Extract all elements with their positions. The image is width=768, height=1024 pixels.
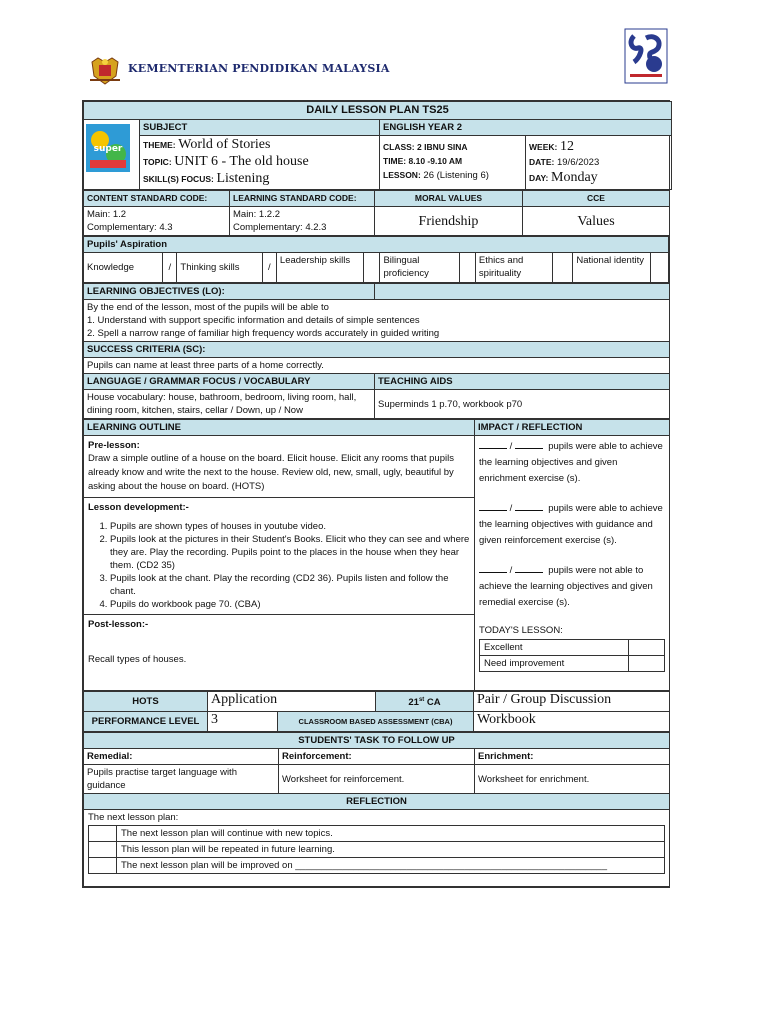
- objective-item: 2. Spell a narrow range of familiar high frequency words accurately in guided writing: [87, 328, 440, 339]
- aspiration-bilingual: Bilingual proficiency: [380, 253, 459, 283]
- reflection-checkbox[interactable]: [89, 842, 117, 858]
- impact-label: IMPACT / REFLECTION: [475, 420, 670, 436]
- hots-label: HOTS: [84, 692, 208, 712]
- lesson-plan-sheet: [82, 100, 670, 888]
- objectives-body: By the end of the lesson, most of the pupils will be able to 1. Understand with support specific information and details of simple sentences 2. Spell a narrow range of familiar high frequency words accurately in guided writing: [84, 300, 670, 342]
- content-standard: Main: 1.2 Complementary: 4.3: [84, 207, 230, 236]
- skill-value: Listening: [216, 171, 270, 186]
- reflection-checkbox[interactable]: [89, 826, 117, 842]
- ca-label: 21st CA: [376, 692, 474, 712]
- post-lesson: Post-lesson:- Recall types of houses.: [84, 615, 475, 691]
- teaching-aids: Superminds 1 p.70, workbook p70: [375, 390, 670, 419]
- reflection-option: The next lesson plan will be improved on ___________________________________________________________: [117, 858, 665, 874]
- aspiration-check: [459, 253, 475, 283]
- aspiration-label: Pupils' Aspiration: [84, 237, 669, 253]
- success-criteria: Pupils can name at least three parts of a home correctly.: [84, 358, 670, 374]
- time-value: 8.10 -9.10 AM: [408, 156, 463, 166]
- week-date-day: WEEK: 12 DATE: 19/6/2023 DAY: Monday: [526, 136, 672, 190]
- lesson-value: 26 (Listening 6): [423, 170, 489, 181]
- theme-topic-skill: THEME: World of Stories TOPIC: UNIT 6 - The old house SKILL(S) FOCUS: Listening: [140, 136, 380, 190]
- subject-label: SUBJECT: [140, 120, 380, 136]
- aspiration-leadership: Leadership skills: [276, 253, 363, 283]
- reflection-options: [88, 825, 665, 874]
- lesson-development: Lesson development:- 1. Pupils are shown types of houses in youtube video. 2. Pupils look at the pictures in their Student's Books. Elicit who they can see and where they are. Play the recording. Pupils point to the places in the house when they hear them. (CD2 35) 3. Pupils look at the chant. Play the recording (CD2 36). Pupils listen and follow the chant. 4. Pupils do workbook page 70. (CBA): [84, 498, 475, 615]
- success-criteria-label: SUCCESS CRITERIA (SC):: [84, 342, 670, 358]
- development-step: 2. Pupils look at the pictures in their Student's Books. Elicit who they can see and where they are. Play the recording. Pupils point to the places in the house when they hear them. (CD2 35): [110, 533, 470, 572]
- ca-value: Pair / Group Discussion: [474, 692, 670, 712]
- reflection-option: The next lesson plan will continue with new topics.: [117, 826, 665, 842]
- aspiration-ethics: Ethics and spirituality: [475, 253, 552, 283]
- malaysia-crest-icon: [88, 56, 122, 86]
- language-focus: House vocabulary: house, bathroom, bedroom, living room, hall, dining room, kitchen, stairs, cellar / Down, up / Now: [84, 390, 375, 419]
- cba-label: CLASSROOM BASED ASSESSMENT (CBA): [278, 712, 474, 732]
- reflection-option: This lesson plan will be repeated in future learning.: [117, 842, 665, 858]
- aspiration-check: [650, 253, 668, 283]
- svg-text:super: super: [93, 144, 123, 154]
- content-standard-label: CONTENT STANDARD CODE:: [84, 191, 230, 207]
- teaching-aids-label: TEACHING AIDS: [375, 374, 670, 390]
- development-step: 4. Pupils do workbook page 70. (CBA): [110, 598, 470, 611]
- aspiration-thinking: Thinking skills: [177, 253, 262, 283]
- date-value: 19/6/2023: [556, 157, 600, 168]
- aspiration-check: /: [262, 253, 276, 283]
- enrichment-label: Enrichment:: [475, 749, 670, 765]
- reinforcement-task: Worksheet for reinforcement.: [279, 765, 475, 794]
- remedial-label: Remedial:: [84, 749, 279, 765]
- reflection-label: REFLECTION: [84, 794, 670, 810]
- objectives-label: LEARNING OBJECTIVES (LO):: [84, 284, 375, 300]
- cba-value: Workbook: [474, 712, 670, 732]
- objective-item: 1. Understand with support specific information and details of simple sentences: [87, 315, 420, 326]
- reinforcement-label: Reinforcement:: [279, 749, 475, 765]
- superminds-book-icon: [86, 124, 130, 172]
- performance-level-value: 3: [208, 712, 278, 732]
- aspiration-check: [364, 253, 380, 283]
- hots-value: Application: [208, 692, 376, 712]
- need-improvement-checkbox[interactable]: [629, 656, 665, 672]
- class-time-lesson: CLASS: 2 IBNU SINA TIME: 8.10 -9.10 AM LESSON: 26 (Listening 6): [380, 136, 526, 190]
- pre-lesson: Pre-lesson: Draw a simple outline of a house on the board. Elicit house. Elicit any rooms that pupils already know and write the next to the house. Review old, new, small, ugly, beautiful by asking about the house on board. (HOTS): [84, 436, 475, 498]
- ts25-logo-icon: [624, 28, 668, 84]
- week-value: 12: [559, 139, 574, 154]
- learning-standard: Main: 1.2.2 Complementary: 4.2.3: [230, 207, 375, 236]
- tasks-label: STUDENTS' TASK TO FOLLOW UP: [84, 733, 670, 749]
- aspiration-check: [553, 253, 573, 283]
- development-step: 1. Pupils are shown types of houses in youtube video.: [110, 520, 470, 533]
- performance-level-label: PERFORMANCE LEVEL: [84, 712, 208, 732]
- cce-label: CCE: [523, 191, 670, 207]
- topic-value: UNIT 6 - The old house: [174, 154, 309, 169]
- ministry-name: KEMENTERIAN PENDIDIKAN MALAYSIA: [128, 62, 390, 75]
- plan-title: DAILY LESSON PLAN TS25: [84, 102, 672, 120]
- today-lesson-rating: Excellent Need improvement: [479, 639, 665, 672]
- cce-value: Values: [523, 207, 670, 236]
- excellent-checkbox[interactable]: [629, 640, 665, 656]
- enrichment-task: Worksheet for enrichment.: [475, 765, 670, 794]
- page-header: [88, 52, 672, 92]
- moral-values-label: MORAL VALUES: [375, 191, 523, 207]
- class-value: 2 IBNU SINA: [417, 142, 468, 152]
- reflection-body: The next lesson plan: The next lesson plan will continue with new topics. This lesson plan will be repeated in future learning. The next lesson plan will be improved on ___________________________________________________________: [84, 810, 670, 887]
- textbook-cover: [84, 120, 140, 190]
- impact-reflection: / pupils were able to achieve the learning objectives and given enrichment exercise (s). / pupils were able to achieve the learning objectives with guidance and given reinforcement exercise (s). / pupils were not able to achieve the learning objectives and given remedial exercise (s). TODAY'S LESSON: Excellent Need improvement: [475, 436, 670, 691]
- moral-value: Friendship: [375, 207, 523, 236]
- aspiration-knowledge: Knowledge: [84, 253, 163, 283]
- remedial-task: Pupils practise target language with guidance: [84, 765, 279, 794]
- language-label: LANGUAGE / GRAMMAR FOCUS / VOCABULARY: [84, 374, 375, 390]
- theme-value: World of Stories: [178, 137, 271, 152]
- subject-value: ENGLISH YEAR 2: [380, 120, 672, 136]
- aspiration-national: National identity: [573, 253, 650, 283]
- learning-outline-label: LEARNING OUTLINE: [84, 420, 475, 436]
- reflection-checkbox[interactable]: [89, 858, 117, 874]
- learning-standard-label: LEARNING STANDARD CODE:: [230, 191, 375, 207]
- day-value: Monday: [551, 170, 598, 185]
- development-step: 3. Pupils look at the chant. Play the recording (CD2 36). Pupils listen and follow the chant.: [110, 572, 470, 598]
- aspiration-check: /: [163, 253, 177, 283]
